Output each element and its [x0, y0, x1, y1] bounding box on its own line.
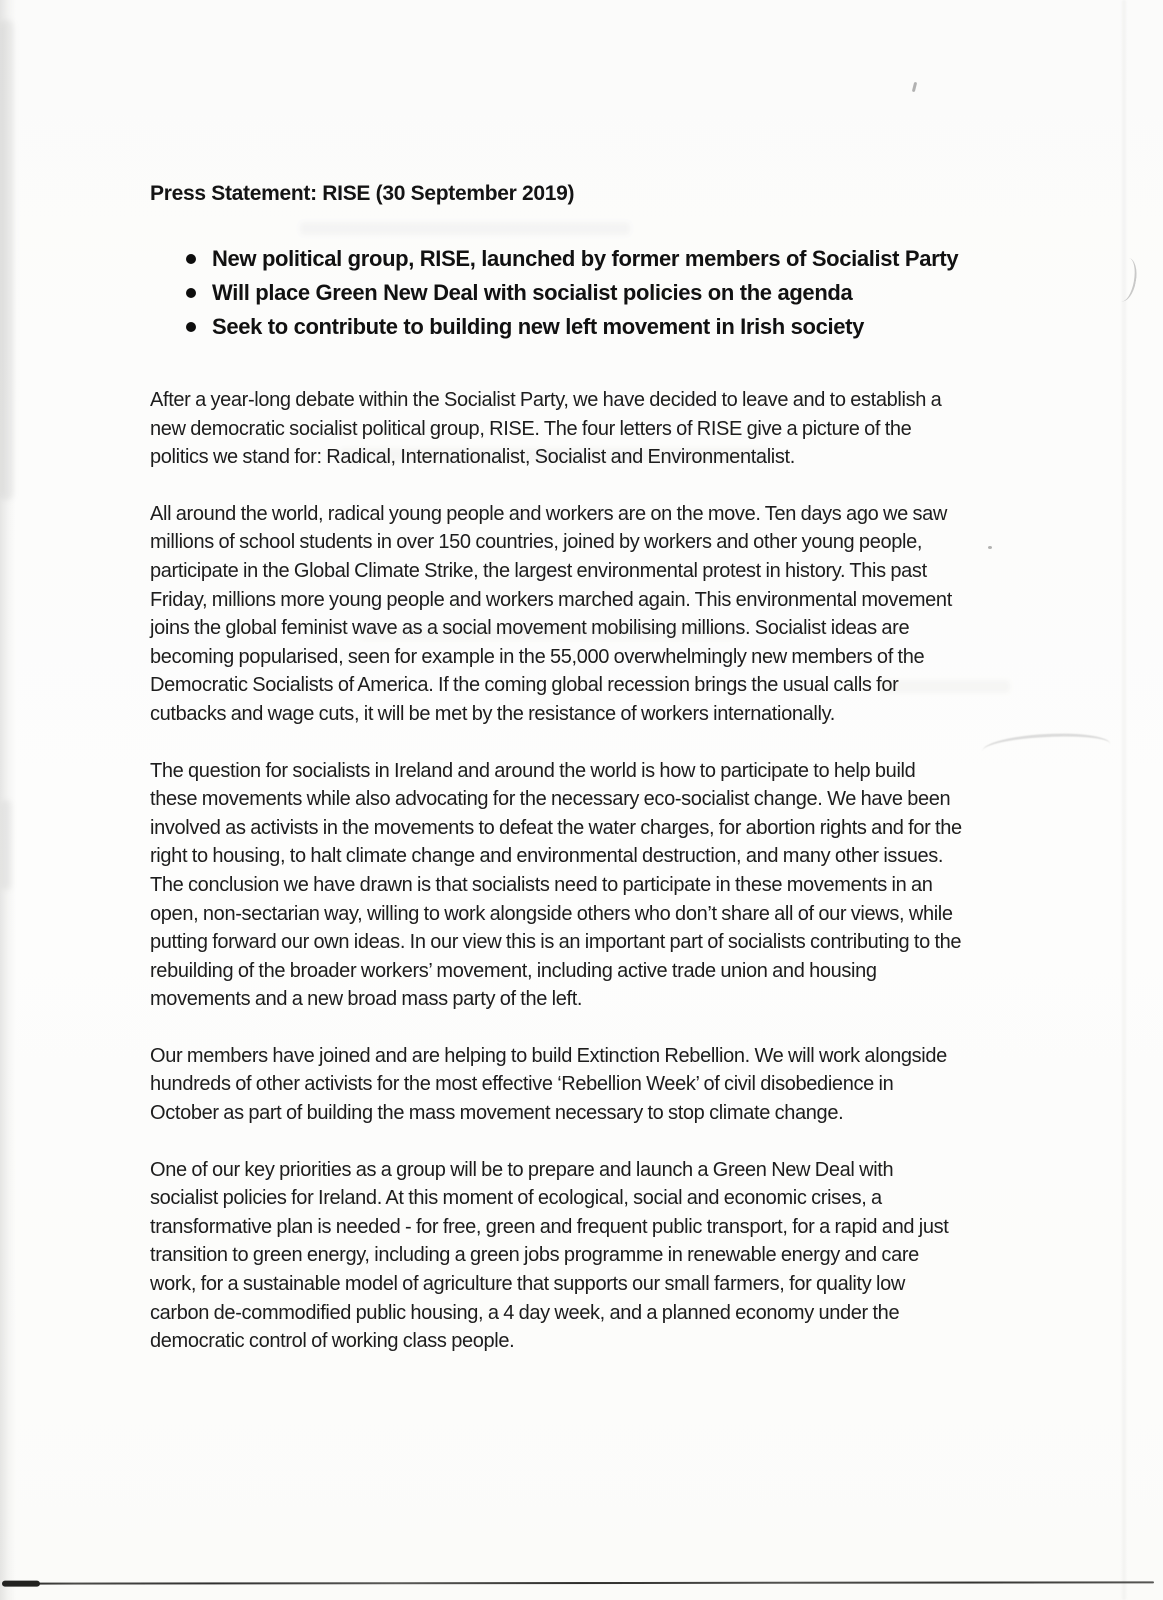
body-paragraph: One of our key priorities as a group will be to prepare and launch a Green New Deal with socialist policies for Ireland. At this moment of ecological, social and economic crises, a transformative plan is needed - for free, green and frequent public transport, for a rapid and just transition to green energy, including a green jobs programme in renewable energy and care work, for a sustainable model of agriculture that supports our small farmers, for quality low carbon de-commodified public housing, a 4 day week, and a planned economy under the democratic control of working class people.	[150, 1158, 949, 1353]
bullet-text: Will place Green New Deal with socialist policies on the agenda	[212, 280, 853, 305]
body-paragraph: Our members have joined and are helping to build Extinction Rebellion. We will work alongside hundreds of other activists for the most effective ‘Rebellion Week’ of civil disobedience in October as part of building the mass movement necessary to stop climate change.	[150, 1044, 947, 1125]
scan-left-smudge	[2, 800, 12, 890]
scan-speck	[988, 546, 992, 549]
body-paragraph: All around the world, radical young people and workers are on the move. Ten days ago we saw millions of school students in over 150 countries, joined by workers and other young people, participate in the Global Climate Strike, the largest environmental protest in history. This past Friday, millions more young people and workers marched again. This environmental movement joins the global feminist wave as a social movement mobilising millions. Socialist ideas are becoming popularised, seen for example in the 55,000 overwhelmingly new members of the Democratic Socialists of America. If the coming global recession brings the usual calls for cutbacks and wage cuts, it will be met by the resistance of workers internationally.	[150, 502, 952, 725]
bullet-item	[150, 276, 962, 310]
scan-fold-line	[1122, 0, 1126, 1600]
bullet-icon	[186, 322, 196, 332]
body-paragraph: After a year-long debate within the Socialist Party, we have decided to leave and to establish a new democratic socialist political group, RISE. The four letters of RISE give a picture of the politics we stand for: Radical, Internationalist, Socialist and Environmentalist.	[150, 389, 942, 469]
bullet-item	[150, 242, 962, 276]
document-body	[150, 182, 962, 1384]
scan-smudge-line	[982, 732, 1110, 751]
scan-pen-squiggle	[1114, 257, 1139, 303]
body-paragraph: The question for socialists in Ireland and around the world is how to participate to help build these movements while also advocating for the necessary eco-socialist change. We have been involved as activists in the movements to defeat the water charges, for abortion rights and for the right to housing, to halt climate change and environmental destruction, and many other issues. The conclusion we have drawn is that socialists need to participate in these movements in an open, non-sectarian way, willing to work alongside others who don’t share all of our views, while putting forward our own ideas. In our view this is an important part of socialists contributing to the rebuilding of the broader workers’ movement, including active trade union and housing movements and a new broad mass party of the left.	[150, 759, 962, 1011]
scan-page-edge-line	[6, 1581, 1154, 1584]
scan-pen-mark	[912, 82, 917, 92]
bullet-text: New political group, RISE, launched by former members of Socialist Party	[212, 246, 959, 271]
bullet-item	[150, 310, 962, 344]
press-statement-title: Press Statement: RISE (30 September 2019)	[150, 182, 575, 205]
headline-bullet-list	[150, 242, 962, 344]
bullet-icon	[186, 254, 196, 264]
bullet-icon	[186, 288, 196, 298]
bullet-text: Seek to contribute to building new left movement in Irish society	[212, 314, 865, 339]
scan-left-smudge	[0, 20, 14, 500]
